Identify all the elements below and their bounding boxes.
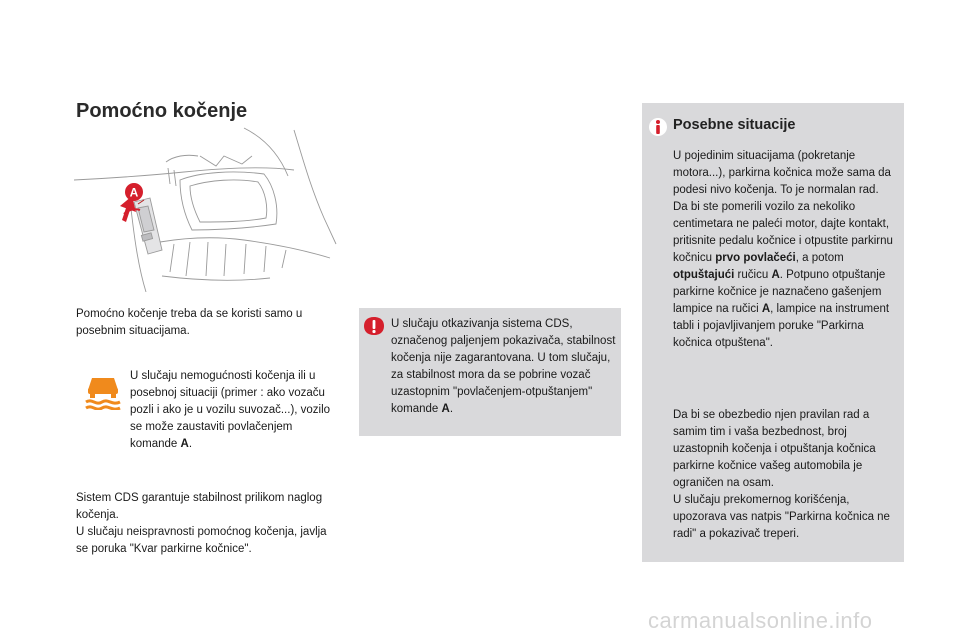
page-title: Pomoćno kočenje <box>76 100 248 122</box>
watermark: carmanualsonline.info <box>648 608 873 633</box>
control-ref: A <box>180 438 189 450</box>
info-paragraph-1: U pojedinim situacijama (pokretanje motora...), parkirna kočnica može sama da podesi nivo kočenja. To je normalan rad. Da bi ste pomerili vozilo za nekoliko centimetara ne paleći motor, dajte kontakt, pritisnite pedalu kočnice i otpustite parkirnu kočnicu prvo povlačeći, a potom otpuštajući ručicu A. Potpuno otpuštanje parkirne kočnice je naznačeno gašenjem lampice na ručici A, lampice na instrument tabli i pojavljivanjem poruke "Parkirna kočnica otpuštena". <box>673 150 893 349</box>
control-ref: A <box>771 269 780 281</box>
control-ref: A <box>441 403 450 415</box>
brake-warning-icon <box>84 372 122 410</box>
cds-warning-text: U slučaju otkazivanja sistema CDS, označenog paljenjem pokazivača, stabilnost kočenja nije zagarantovana. U tom slučaju, za stabilnost mora da se pobrine vozač uzastopnim "povlačenjem-otpuštanjem" komande A. <box>391 318 616 415</box>
exclamation-warning-icon <box>363 315 385 337</box>
info-icon <box>648 117 668 137</box>
emergency-note: U slučaju nemogućnosti kočenja ili u posebnoj situaciji (primer : ako vozaču pozli i ako je u vozilu suvozač...), vozilo se može zaustaviti povlačenjem komande A. <box>130 370 331 450</box>
control-ref: A <box>761 303 771 315</box>
info-paragraph-2: Da bi se obezbedio njen pravilan rad a samim tim i vaša bezbednost, broj uzastopnih kočenja i otpuštanja kočnica parkirne kočnice vašeg automobila je ograničen na osam. U slučaju prekomernog korišćenja, upozorava vas natpis "Parkirna kočnica ne radi" a pokazivač treperi. <box>673 409 890 540</box>
cds-text: Sistem CDS garantuje stabilnost prilikom naglog kočenja. U slučaju neispravnosti pomoćnog kočenja, javlja se poruka "Kvar parkirne kočnice". <box>76 492 327 555</box>
info-title: Posebne situacije <box>673 117 796 133</box>
parking-brake-control-illustration <box>74 126 338 292</box>
callout-label: A <box>129 185 139 200</box>
intro-text: Pomoćno kočenje treba da se koristi samo u posebnim situacijama. <box>76 308 303 337</box>
